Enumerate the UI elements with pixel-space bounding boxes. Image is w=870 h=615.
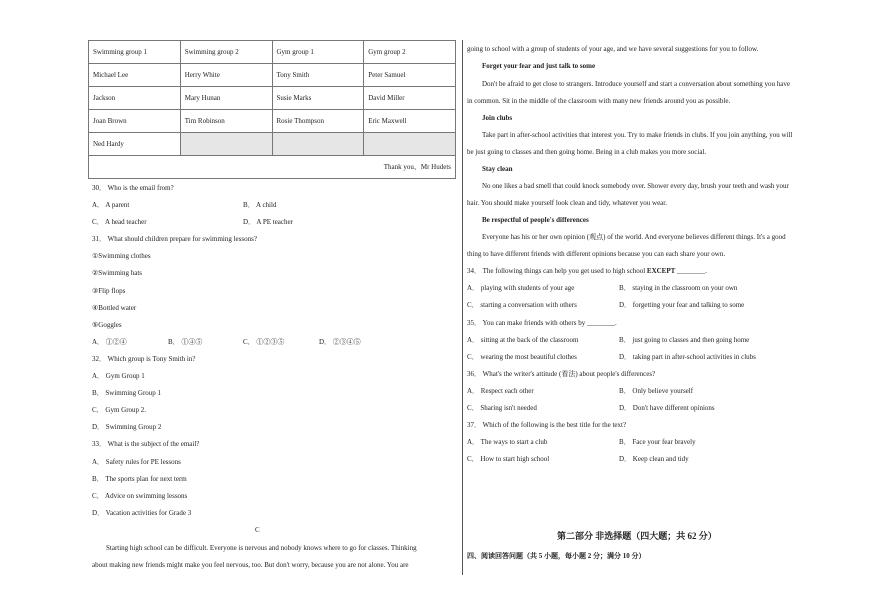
- table-cell: Eric Maxwell: [364, 110, 456, 133]
- table-cell: Ned Hardy: [89, 133, 181, 156]
- table-cell-empty: [180, 133, 272, 156]
- passage-line: about making new friends might make you feel nervous, too. But don't worry, because you are not alone. You are: [92, 561, 409, 569]
- table-cell: Michael Lee: [89, 64, 181, 87]
- q34-option-b: B． staying in the classroom on your own: [619, 284, 738, 292]
- q36-option-d: D． Don't have different opinions: [619, 404, 715, 412]
- passage-line: Take part in after-school activities that interest you. Try to make friends in clubs. If you join anything, you will: [482, 131, 793, 139]
- table-cell: Peter Samuel: [364, 64, 456, 87]
- passage-heading: Join clubs: [482, 114, 513, 122]
- question-31: 31． What should children prepare for swimming lessons?: [92, 235, 257, 243]
- table-header-cell: Gym group 2: [364, 41, 456, 64]
- q36-option-a: A． Respect each other: [467, 387, 534, 395]
- q33-option-a: A． Safety rules for PE lessons: [92, 458, 181, 466]
- table-cell: Mary Hunan: [180, 87, 272, 110]
- passage-heading: Stay clean: [482, 165, 513, 173]
- table-cell: Joan Brown: [89, 110, 181, 133]
- table-cell: Herry White: [180, 64, 272, 87]
- table-row: [89, 133, 456, 156]
- table-cell: Tim Robinson: [180, 110, 272, 133]
- q37-option-c: C． How to start high school: [467, 455, 550, 463]
- signature-row: [89, 156, 456, 179]
- q34-except: EXCEPT: [646, 267, 676, 275]
- table-cell-empty: [272, 133, 364, 156]
- q30-option-c: C． A head teacher: [92, 218, 147, 226]
- question-35: 35． You can make friends with others by ________.: [467, 319, 617, 327]
- q34-blank: ________.: [675, 267, 707, 275]
- q31-option-b: B． ①④⑤: [168, 338, 203, 346]
- q37-option-b: B． Face your fear bravely: [619, 438, 696, 446]
- q32-option-a: A． Gym Group 1: [92, 372, 145, 380]
- table-cell-empty: [364, 133, 456, 156]
- q31-option-a: A． ①②④: [92, 338, 127, 346]
- table-cell: David Miller: [364, 87, 456, 110]
- passage-heading: Be respectful of people's differences: [482, 216, 589, 224]
- part-two-title: 第二部分 非选择题（四大题；共 62 分）: [557, 531, 717, 541]
- q32-option-d: D． Swimming Group 2: [92, 423, 162, 431]
- email-signature: Thank you、Mr Hudets: [89, 156, 456, 179]
- passage-line: in common. Sit in the middle of the classroom with many new friends around you as possible.: [467, 97, 731, 105]
- q37-option-d: D． Keep clean and tidy: [619, 455, 689, 463]
- table-header-cell: Swimming group 1: [89, 41, 181, 64]
- q34-text: 34． The following things can help you get used to high school: [467, 267, 647, 275]
- passage-line: Don't be afraid to get close to strangers. Introduce yourself and start a conversation about something you have: [482, 80, 791, 88]
- table-row: [89, 110, 456, 133]
- q35-option-d: D． taking part in after-school activities in clubs: [619, 353, 756, 361]
- q34-option-c: C． starting a conversation with others: [467, 301, 577, 309]
- table-cell: Rosie Thompson: [272, 110, 364, 133]
- q31-item: ③Flip flops: [92, 287, 126, 295]
- table-cell: Jackson: [89, 87, 181, 110]
- q31-item: ⑤Goggles: [92, 321, 122, 329]
- q34-option-d: D． forgetting your fear and talking to some: [619, 301, 745, 309]
- q30-option-a: A． A parent: [92, 201, 130, 209]
- passage-line: going to school with a group of students of your age, and we have several suggestions for you to follow.: [467, 45, 759, 53]
- q36-option-c: C． Sharing isn't needed: [467, 404, 537, 412]
- question-33: 33． What is the subject of the email?: [92, 440, 200, 448]
- q30-option-b: B． A child: [243, 201, 277, 209]
- question-34: [467, 268, 707, 275]
- q33-option-b: B． The sports plan for next term: [92, 475, 187, 483]
- passage-heading: Forget your fear and just talk to some: [482, 62, 596, 70]
- passage-line: Everyone has his or her own opinion (观点) of the world. And everyone believes different things. It's a good: [482, 233, 786, 241]
- table-row: [89, 87, 456, 110]
- q35-option-c: C． wearing the most beautiful clothes: [467, 353, 577, 361]
- q34-option-a: A． playing with students of your age: [467, 284, 575, 292]
- passage-line: hair. You should make yourself look clean and tidy, whatever you wear.: [467, 199, 667, 207]
- q32-option-c: C． Gym Group 2.: [92, 406, 147, 414]
- section-four-heading: 四、阅读回答问题（共 5 小题，每小题 2 分；满分 10 分）: [467, 552, 646, 560]
- table-cell: Tony Smith: [272, 64, 364, 87]
- q33-option-d: D． Vacation activities for Grade 3: [92, 509, 192, 517]
- section-letter: C: [255, 526, 260, 534]
- q30-option-d: D． A PE teacher: [243, 218, 293, 226]
- passage-line: thing to have different friends with different opinions because you can each share your own.: [467, 250, 726, 258]
- question-36: 36． What's the writer's attitude (看法) about people's differences?: [467, 370, 656, 378]
- table-header-cell: Swimming group 2: [180, 41, 272, 64]
- table-row: [89, 64, 456, 87]
- q33-option-c: C． Advice on swimming lessons: [92, 492, 188, 500]
- q37-option-a: A． The ways to start a club: [467, 438, 548, 446]
- q31-option-c: C． ①②③⑤: [243, 338, 285, 346]
- q31-item: ①Swimming clothes: [92, 252, 151, 260]
- q32-option-b: B． Swimming Group 1: [92, 389, 162, 397]
- question-37: 37． Which of the following is the best title for the text?: [467, 421, 627, 429]
- table-header-cell: Gym group 1: [272, 41, 364, 64]
- q35-option-b: B． just going to classes and then going home: [619, 336, 750, 344]
- q31-item: ④Bottled water: [92, 304, 137, 312]
- passage-line: No one likes a bad smell that could knock somebody over. Shower every day, brush your teeth and wash your: [482, 182, 789, 190]
- q35-option-a: A． sitting at the back of the classroom: [467, 336, 579, 344]
- groups-table: [88, 40, 456, 179]
- q31-option-d: D． ②③④⑤: [319, 338, 361, 346]
- question-30: 30． Who is the email from?: [92, 184, 174, 192]
- table-header-row: [89, 41, 456, 64]
- column-divider: [462, 40, 463, 575]
- q31-item: ②Swimming hats: [92, 269, 143, 277]
- passage-line: Starting high school can be difficult. Everyone is nervous and nobody knows where to go for classes. Thinking: [106, 544, 417, 552]
- question-32: 32． Which group is Tony Smith in?: [92, 355, 196, 363]
- passage-line: be just going to classes and then going home. Being in a club makes you more social.: [467, 148, 707, 156]
- q36-option-b: B． Only believe yourself: [619, 387, 694, 395]
- table-cell: Susie Marks: [272, 87, 364, 110]
